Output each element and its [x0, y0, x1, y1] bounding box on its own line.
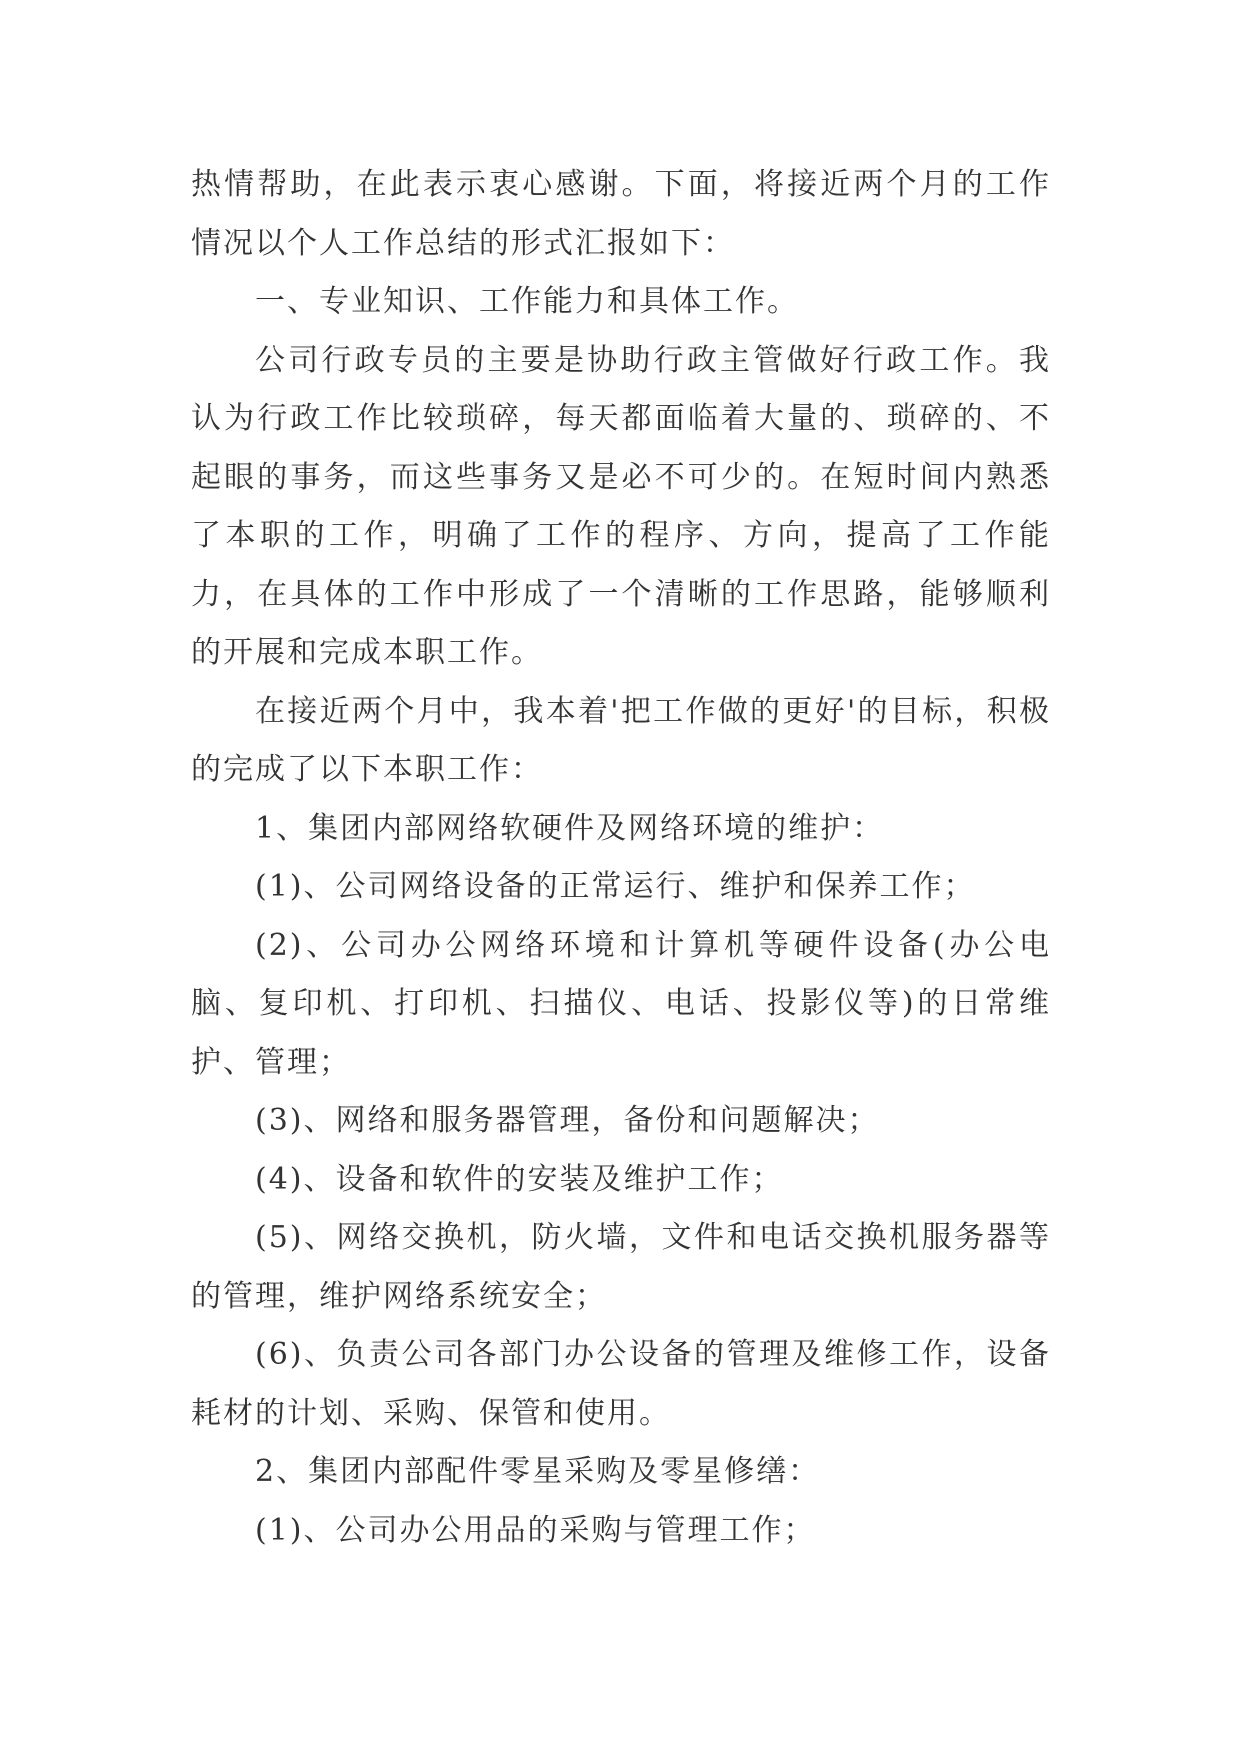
list-heading-2: 2、集团内部配件零星采购及零星修缮：: [255, 1454, 821, 1489]
list-item-1-1: (1)、公司网络设备的正常运行、维护和保养工作；: [255, 869, 976, 904]
paragraph-role: 公司行政专员的主要是协助行政主管做好行政工作。我认为行政工作比较琐碎，每天都面临着大量的、琐碎的、不起眼的事务，而这些事务又是必不可少的。在短时间内熟悉了本职的工作，明确了工作的程序、方向，提高了工作能力，在具体的工作中形成了一个清晰的工作思路，能够顺利的开展和完成本职工作。: [191, 342, 1051, 670]
list-item-1-2: (2)、公司办公网络环境和计算机等硬件设备(办公电脑、复印机、打印机、扫描仪、电话、投影仪等)的日常维护、管理；: [191, 927, 1051, 1080]
list-item-2-1: (1)、公司办公用品的采购与管理工作；: [255, 1512, 816, 1548]
document-body: [191, 156, 1051, 1560]
list-item-1-6: (6)、负责公司各部门办公设备的管理及维修工作，设备耗材的计划、采购、保管和使用。: [191, 1337, 1051, 1431]
paragraph-goal: 在接近两个月中，我本着'把工作做的更好'的目标，积极的完成了以下本职工作：: [191, 693, 1051, 787]
section-heading-1: 一、专业知识、工作能力和具体工作。: [255, 284, 799, 319]
paragraph-intro: 热情帮助，在此表示衷心感谢。下面，将接近两个月的工作情况以个人工作总结的形式汇报如下：: [191, 167, 1051, 261]
list-item-1-4: (4)、设备和软件的安装及维护工作；: [255, 1161, 784, 1197]
list-heading-1: 1、集团内部网络软硬件及网络环境的维护：: [255, 810, 885, 846]
list-item-1-3: (3)、网络和服务器管理，备份和问题解决；: [255, 1103, 880, 1138]
list-item-1-5: (5)、网络交换机，防火墙，文件和电话交换机服务器等的管理，维护网络系统安全；: [191, 1220, 1051, 1314]
